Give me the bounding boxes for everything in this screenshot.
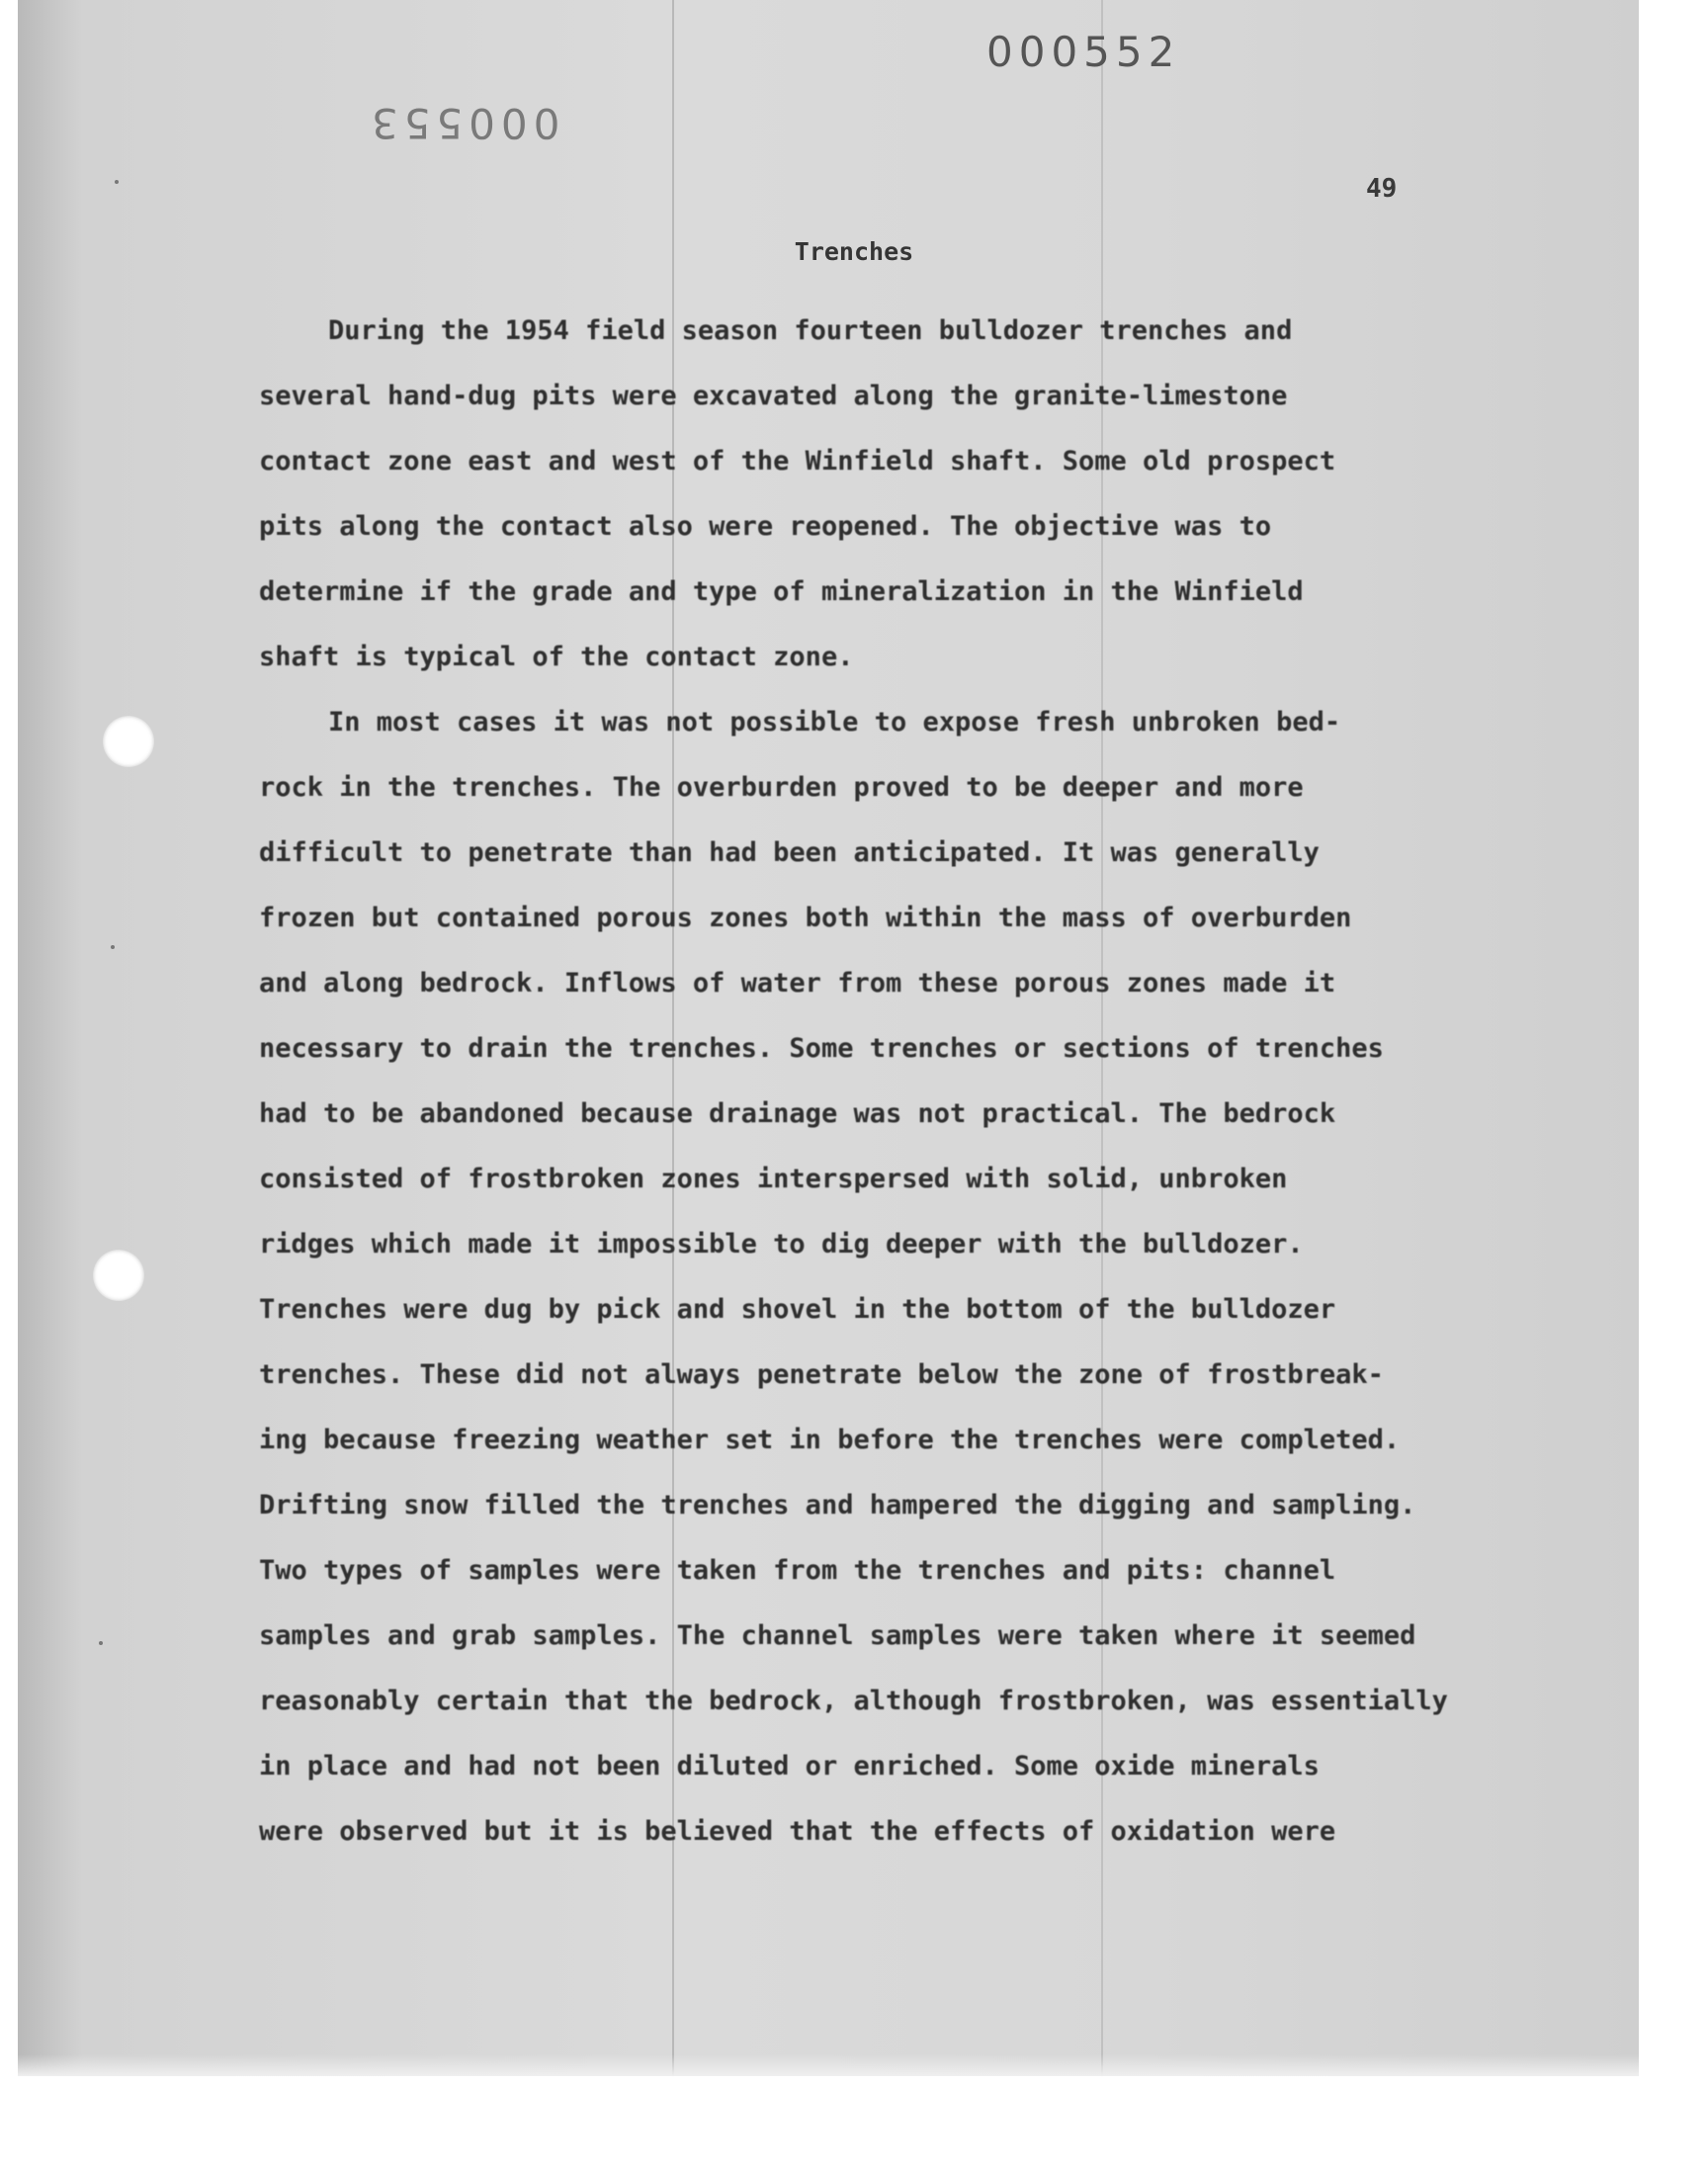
punch-hole: [103, 716, 154, 767]
text-line: determine if the grade and type of mineralization in the Winfield: [259, 576, 1304, 607]
paragraph: [259, 299, 1544, 690]
page-number: 49: [1366, 174, 1398, 204]
text-line: Drifting snow filled the trenches and hampered the digging and sampling.: [259, 1490, 1416, 1521]
scan-speck: [111, 945, 115, 949]
punch-hole: [93, 1250, 144, 1301]
paragraph: [259, 690, 1544, 1865]
body-text: [259, 299, 1544, 1865]
text-line: frozen but contained porous zones both within the mass of overburden: [259, 903, 1352, 933]
text-line: trenches. These did not always penetrate below the zone of frostbreak-: [259, 1359, 1384, 1390]
text-line: difficult to penetrate than had been anticipated. It was generally: [259, 837, 1320, 868]
text-line: several hand-dug pits were excavated along the granite-limestone: [259, 381, 1288, 411]
text-line: ridges which made it impossible to dig deeper with the bulldozer.: [259, 1229, 1304, 1260]
text-line: were observed but it is believed that the effects of oxidation were: [259, 1816, 1336, 1847]
text-line: Two types of samples were taken from the trenches and pits: channel: [259, 1555, 1336, 1586]
text-line: ing because freezing weather set in before the trenches were completed.: [259, 1425, 1401, 1455]
text-line: pits along the contact also were reopened. The objective was to: [259, 511, 1272, 542]
text-line: samples and grab samples. The channel samples were taken where it seemed: [259, 1620, 1416, 1651]
text-line: During the 1954 field season fourteen bulldozer trenches and: [328, 315, 1293, 346]
text-line: had to be abandoned because drainage was not practical. The bedrock: [259, 1098, 1336, 1129]
text-line: reasonably certain that the bedrock, although frostbroken, was essentially: [259, 1686, 1448, 1716]
text-line: rock in the trenches. The overburden proved to be deeper and more: [259, 772, 1304, 803]
scan-speck: [115, 180, 119, 184]
text-line: in place and had not been diluted or enriched. Some oxide minerals: [259, 1751, 1320, 1782]
scan-speck: [99, 1641, 103, 1645]
text-line: In most cases it was not possible to expose fresh unbroken bed-: [328, 707, 1341, 738]
text-line: consisted of frostbroken zones interspersed with solid, unbroken: [259, 1164, 1288, 1194]
text-line: contact zone east and west of the Winfield shaft. Some old prospect: [259, 446, 1336, 477]
text-line: and along bedrock. Inflows of water from these porous zones made it: [259, 968, 1336, 999]
section-heading: Trenches: [794, 237, 914, 266]
text-line: Trenches were dug by pick and shovel in the bottom of the bulldozer: [259, 1294, 1336, 1325]
document-stamp: 000552: [986, 28, 1181, 76]
scan-edge: [18, 2054, 1639, 2076]
text-line: shaft is typical of the contact zone.: [259, 642, 854, 672]
text-line: necessary to drain the trenches. Some trenches or sections of trenches: [259, 1033, 1384, 1064]
bleed-through-stamp: 000553: [366, 99, 560, 147]
